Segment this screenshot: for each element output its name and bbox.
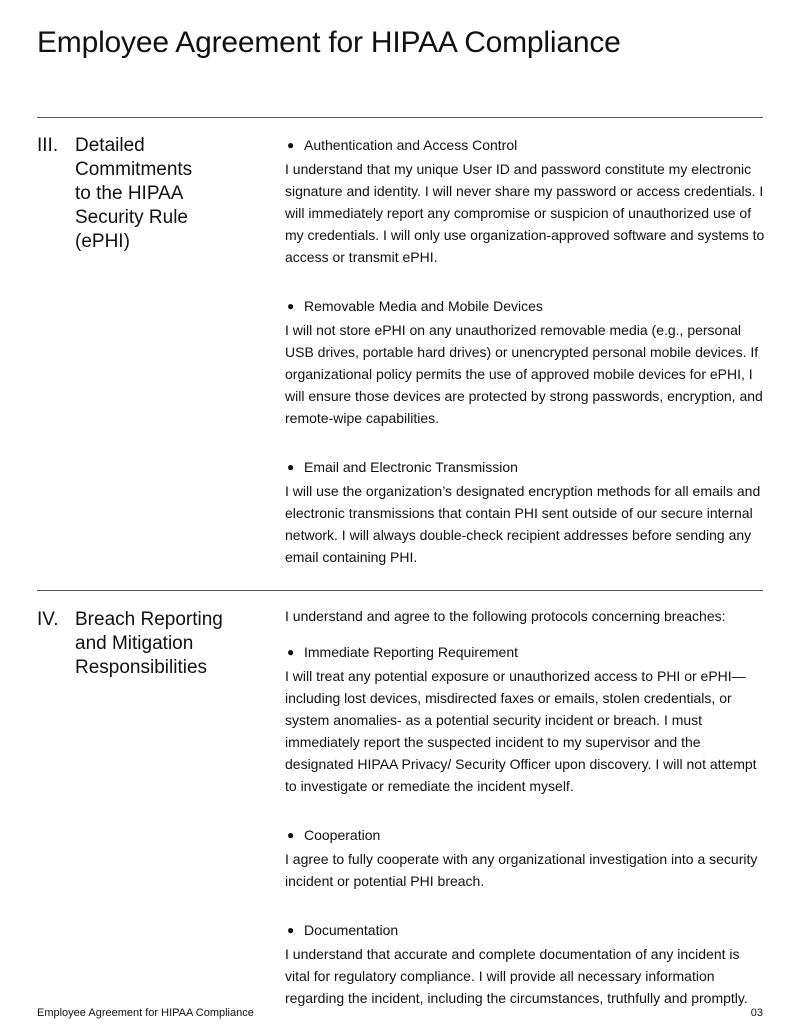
item-heading: Immediate Reporting Requirement (304, 644, 518, 660)
footer-title: Employee Agreement for HIPAA Compliance (37, 1007, 254, 1019)
bullet-icon: ● (287, 299, 295, 313)
list-item (285, 295, 765, 429)
page-number: 03 (750, 1007, 763, 1019)
list-item (285, 919, 765, 1009)
bullet-icon: ● (287, 923, 295, 937)
section-heading: Breach Reporting and Mitigation Responsibilities (75, 609, 223, 678)
bullet-icon: ● (287, 645, 295, 659)
divider (37, 117, 763, 118)
list-item (285, 824, 765, 892)
item-text: I will use the organization’s designated encryption methods for all emails and electronic transmissions that contain PHI sent outside of our secure internal network. I will always double-check recipient addresses before sending any email containing PHI. (285, 483, 761, 565)
bullet-icon: ● (287, 138, 295, 152)
bullet-icon: ● (287, 828, 295, 842)
item-heading: Cooperation (304, 827, 381, 843)
divider (37, 590, 763, 591)
page-footer (37, 1007, 763, 1019)
item-text: I will treat any potential exposure or unauthorized access to PHI or ePHI—including lost devices, misdirected faxes or emails, stolen credentials, or system anomalies- as a potential security incident or breach. I must immediately report the suspected incident to my supervisor and the designated HIPAA Privacy/ Security Officer upon discovery. I will not attempt to investigate or remediate the incident myself. (285, 668, 757, 794)
item-text: I will not store ePHI on any unauthorized removable media (e.g., personal USB drives, portable hard drives) or unencrypted personal mobile devices. If organizational policy permits the use of approved mobile devices for ePHI, I will ensure those devices are protected by strong passwords, encryption, and remote-wipe capabilities. (285, 322, 763, 426)
section-intro: I understand and agree to the following protocols concerning breaches: (285, 608, 726, 624)
list-item (285, 456, 765, 568)
item-text: I understand that my unique User ID and password constitute my electronic signature and identity. I will never share my password or access credentials. I will immediately report any compromise or suspicion of unauthorized use of my credentials. I will only use organization-approved software and systems to access or transmit ePHI. (285, 161, 765, 265)
item-heading: Authentication and Access Control (304, 137, 518, 153)
section-number: IV. (37, 609, 59, 630)
list-item (285, 134, 765, 268)
list-item (285, 641, 765, 797)
section-heading: Detailed Commitments to the HIPAA Security Rule (ePHI) (75, 135, 193, 252)
section-number: III. (37, 135, 59, 156)
item-heading: Removable Media and Mobile Devices (304, 298, 543, 314)
item-heading: Email and Electronic Transmission (304, 459, 518, 475)
page-title: Employee Agreement for HIPAA Compliance (37, 26, 621, 59)
item-text: I understand that accurate and complete documentation of any incident is vital for regulatory compliance. I will provide all necessary information regarding the incident, including the circumstances, truthfully and promptly. (285, 946, 748, 1006)
bullet-icon: ● (287, 460, 295, 474)
item-text: I agree to fully cooperate with any organizational investigation into a security incident or potential PHI breach. (285, 851, 758, 889)
item-heading: Documentation (304, 922, 399, 938)
